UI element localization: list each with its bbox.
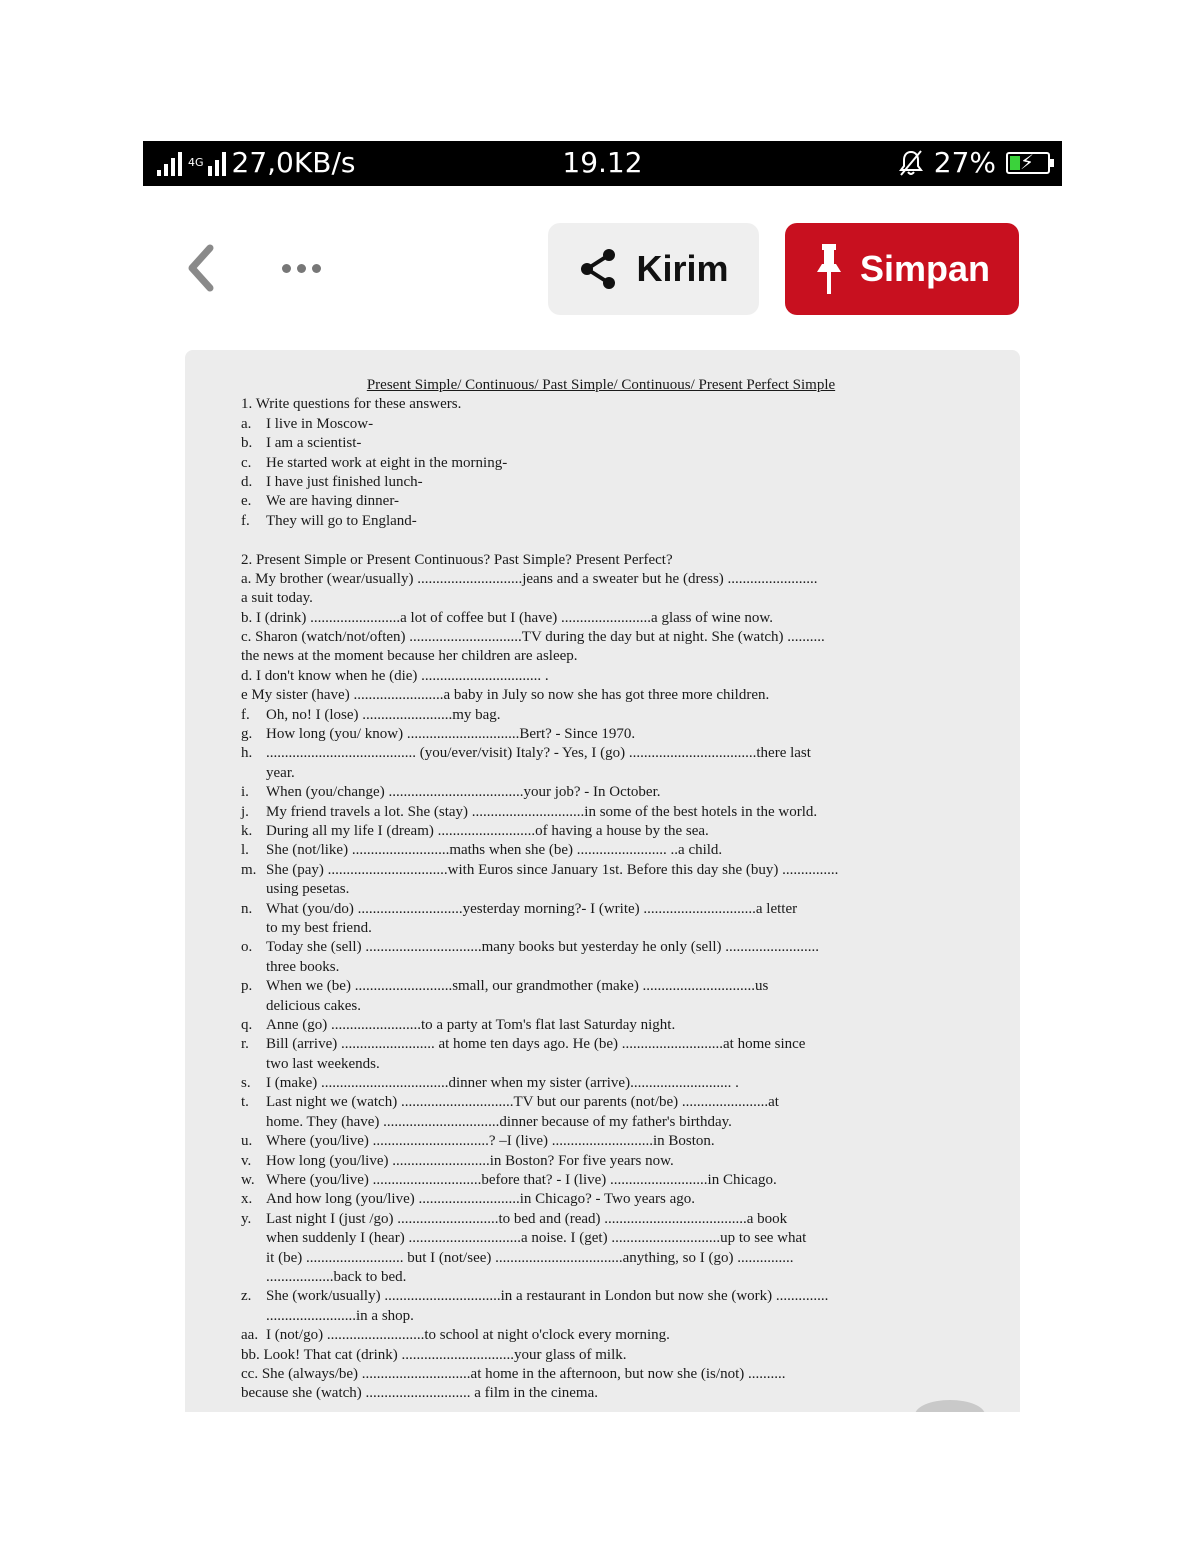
worksheet-line (241, 512, 961, 531)
item-text: She (pay) ................................with Euros since January 1st. Before this day she (buy) ............... (266, 861, 839, 878)
item-text: What (you/do) ............................yesterday morning?- I (write) ..............................a letter (266, 900, 798, 917)
item-label: j. (241, 803, 249, 820)
worksheet-line (241, 1249, 961, 1268)
item-label: w. (241, 1172, 255, 1189)
status-bar (143, 141, 1062, 186)
worksheet-line (241, 1132, 961, 1151)
item-text: a suit today. (241, 590, 313, 607)
item-text: When we (be) ..........................small, our grandmother (make) ..............................us (266, 978, 769, 995)
item-text: When (you/change) ....................................your job? - In October. (266, 784, 661, 801)
clock: 19.12 (562, 146, 643, 179)
item-text: e My sister (have) ........................a baby in July so now she has got three more children. (241, 687, 770, 704)
worksheet-line (241, 919, 961, 938)
item-text: He started work at eight in the morning- (266, 454, 508, 471)
item-text: home. They (have) ...............................dinner because of my father's birthday. (266, 1113, 732, 1130)
item-text: when suddenly I (hear) ..............................a noise. I (get) .............................up to see what (266, 1230, 807, 1247)
back-button[interactable] (180, 240, 224, 296)
item-text: 1. Write questions for these answers. (241, 396, 462, 413)
worksheet-line (241, 628, 961, 647)
mute-bell-icon (898, 149, 924, 177)
worksheet-line (241, 1190, 961, 1209)
item-text: How long (you/ know) ..............................Bert? - Since 1970. (266, 726, 636, 743)
battery-charging-icon: ⚡ (1006, 152, 1050, 174)
item-label: q. (241, 1016, 253, 1033)
worksheet-line (241, 686, 961, 705)
worksheet-document (241, 376, 961, 1404)
worksheet-line (241, 551, 961, 570)
item-label: t. (241, 1094, 249, 1111)
worksheet-line (241, 1055, 961, 1074)
item-text: ........................................ (you/ever/visit) Italy? - Yes, I (go) ..................................there last (266, 745, 811, 762)
worksheet-line (241, 415, 961, 434)
worksheet-line (241, 1287, 961, 1306)
worksheet-line (241, 1113, 961, 1132)
item-label: h. (241, 745, 253, 762)
item-label: e. (241, 493, 252, 510)
worksheet-line (241, 492, 961, 511)
worksheet-title: Present Simple/ Continuous/ Past Simple/ Continuous/ Present Perfect Simple (366, 377, 836, 393)
worksheet-line (241, 609, 961, 628)
worksheet-line (241, 783, 961, 802)
worksheet-line (241, 1268, 961, 1287)
worksheet-line (241, 803, 961, 822)
worksheet-line (241, 395, 961, 414)
signal-4g-icon (208, 150, 226, 176)
worksheet-line (241, 900, 961, 919)
item-text: three books. (266, 958, 340, 975)
worksheet-line (241, 570, 961, 589)
worksheet-line (241, 1152, 961, 1171)
item-text: bb. Look! That cat (drink) ..............................your glass of milk. (241, 1346, 627, 1363)
item-text: using pesetas. (266, 881, 350, 898)
item-text: Where (you/live) ...............................? –I (live) ...........................in Boston. (266, 1133, 715, 1150)
worksheet-line (241, 706, 961, 725)
item-label: y. (241, 1210, 252, 1227)
item-text: to my best friend. (266, 919, 372, 936)
item-text: 2. Present Simple or Present Continuous? Past Simple? Present Perfect? (241, 551, 673, 568)
worksheet-line (241, 764, 961, 783)
item-text: I (not/go) ..........................to school at night o'clock every morning. (266, 1327, 670, 1344)
worksheet-line (241, 1016, 961, 1035)
item-label: i. (241, 784, 249, 801)
item-text: During all my life I (dream) ..........................of having a house by the sea. (266, 822, 709, 839)
item-label: d. (241, 473, 253, 490)
worksheet-line (241, 725, 961, 744)
item-text: ........................in a shop. (266, 1307, 414, 1324)
data-speed: 27,0KB/s (231, 146, 356, 179)
chevron-left-icon (180, 240, 224, 296)
worksheet-line (241, 1035, 961, 1054)
more-options-button[interactable] (282, 253, 330, 283)
item-label: r. (241, 1036, 249, 1053)
item-text: And how long (you/live) ...........................in Chicago? - Two years ago. (266, 1191, 696, 1208)
item-label: a. (241, 415, 252, 432)
worksheet-line (241, 841, 961, 860)
save-button[interactable] (785, 223, 1019, 315)
worksheet-line (241, 667, 961, 686)
item-label: m. (241, 861, 257, 878)
item-text: How long (you/live) ..........................in Boston? For five years now. (266, 1152, 674, 1169)
item-text: Anne (go) ........................to a party at Tom's flat last Saturday night. (266, 1016, 676, 1033)
worksheet-line (241, 1307, 961, 1326)
item-text: Bill (arrive) ......................... at home ten days ago. He (be) ...........................at home since (266, 1036, 806, 1053)
item-text: d. I don't know when he (die) ................................ . (241, 667, 549, 684)
item-label: f. (241, 512, 250, 529)
item-text: two last weekends. (266, 1055, 380, 1072)
worksheet-line (241, 1210, 961, 1229)
item-text: Last night we (watch) ..............................TV but our parents (not/be) .......................at (266, 1094, 779, 1111)
item-text: I have just finished lunch- (266, 473, 423, 490)
item-text: it (be) .......................... but I (not/see) ..................................anything, so I (go) ............... (266, 1249, 794, 1266)
item-label: f. (241, 706, 250, 723)
worksheet-line (241, 1074, 961, 1093)
worksheet-line (241, 1326, 961, 1345)
worksheet-line (241, 454, 961, 473)
status-right (898, 146, 1050, 179)
status-left (157, 146, 355, 179)
item-label: k. (241, 822, 253, 839)
item-label: l. (241, 842, 249, 859)
item-text: My friend travels a lot. She (stay) ..............................in some of the best hotels in the world. (266, 803, 818, 820)
item-label: o. (241, 939, 253, 956)
item-label: g. (241, 726, 253, 743)
item-text: the news at the moment because her children are asleep. (241, 648, 578, 665)
network-type: 4G (188, 155, 204, 169)
item-text: Where (you/live) .............................before that? - I (live) ..........................in Chicago. (266, 1172, 777, 1189)
item-text: We are having dinner- (266, 493, 400, 510)
pin-icon (814, 242, 844, 296)
worksheet-line (241, 880, 961, 899)
worksheet-line (241, 1093, 961, 1112)
item-label: x. (241, 1191, 253, 1208)
worksheet-line (241, 473, 961, 492)
item-label: p. (241, 978, 253, 995)
worksheet-line (241, 938, 961, 957)
worksheet-lines (241, 395, 961, 1403)
worksheet-line (241, 647, 961, 666)
item-text: I live in Moscow- (266, 415, 374, 432)
item-text: because she (watch) ............................ a film in the cinema. (241, 1385, 598, 1402)
worksheet-line (241, 1171, 961, 1190)
item-label: s. (241, 1075, 251, 1092)
worksheet-line (241, 1229, 961, 1248)
item-label: aa. (241, 1327, 259, 1344)
item-text: I am a scientist- (266, 435, 362, 452)
share-icon (578, 247, 618, 291)
item-label: z. (241, 1288, 252, 1305)
worksheet-line (241, 1346, 961, 1365)
worksheet-line (241, 1365, 961, 1384)
item-text: She (work/usually) ...............................in a restaurant in London but now she (work) .............. (266, 1288, 829, 1305)
worksheet-line (241, 434, 961, 453)
item-label: u. (241, 1133, 253, 1150)
worksheet-line (241, 744, 961, 763)
item-label: n. (241, 900, 253, 917)
item-text: ..................back to bed. (266, 1268, 407, 1285)
worksheet-line (241, 958, 961, 977)
worksheet-line (241, 531, 961, 550)
item-text: Oh, no! I (lose) ........................my bag. (266, 706, 501, 723)
send-button[interactable] (548, 223, 759, 315)
worksheet-line (241, 822, 961, 841)
item-text: They will go to England- (266, 512, 417, 529)
item-label: v. (241, 1152, 252, 1169)
item-text: Today she (sell) ...............................many books but yesterday he only (sell) ......................... (266, 939, 820, 956)
more-dots-icon (282, 264, 291, 273)
item-text: cc. She (always/be) .............................at home in the afternoon, but now she (is/not) .......... (241, 1365, 786, 1382)
worksheet-line (241, 861, 961, 880)
worksheet-line (241, 1384, 961, 1403)
save-label: Simpan (859, 248, 991, 289)
signal-icon (157, 150, 182, 176)
item-label: b. (241, 435, 253, 452)
item-label: c. (241, 454, 252, 471)
item-text: a. My brother (wear/usually) ............................jeans and a sweater but he (dress) ........................ (241, 570, 818, 587)
item-text: Last night I (just /go) ...........................to bed and (read) ......................................a book (266, 1210, 788, 1227)
send-label: Kirim (636, 248, 729, 289)
item-text: year. (266, 764, 295, 781)
worksheet-line (241, 997, 961, 1016)
battery-percent: 27% (933, 146, 996, 179)
item-text: She (not/like) ..........................maths when she (be) ........................ ..a child. (266, 842, 723, 859)
item-text: c. Sharon (watch/not/often) ..............................TV during the day but at night. She (watch) .......... (241, 629, 825, 646)
item-text: b. I (drink) ........................a lot of coffee but I (have) ........................a glass of wine now. (241, 609, 773, 626)
item-text: I (make) ..................................dinner when my sister (arrive)........................... . (266, 1075, 739, 1092)
item-text: delicious cakes. (266, 997, 361, 1014)
worksheet-line (241, 589, 961, 608)
pin-image[interactable] (185, 350, 1020, 1412)
worksheet-line (241, 977, 961, 996)
